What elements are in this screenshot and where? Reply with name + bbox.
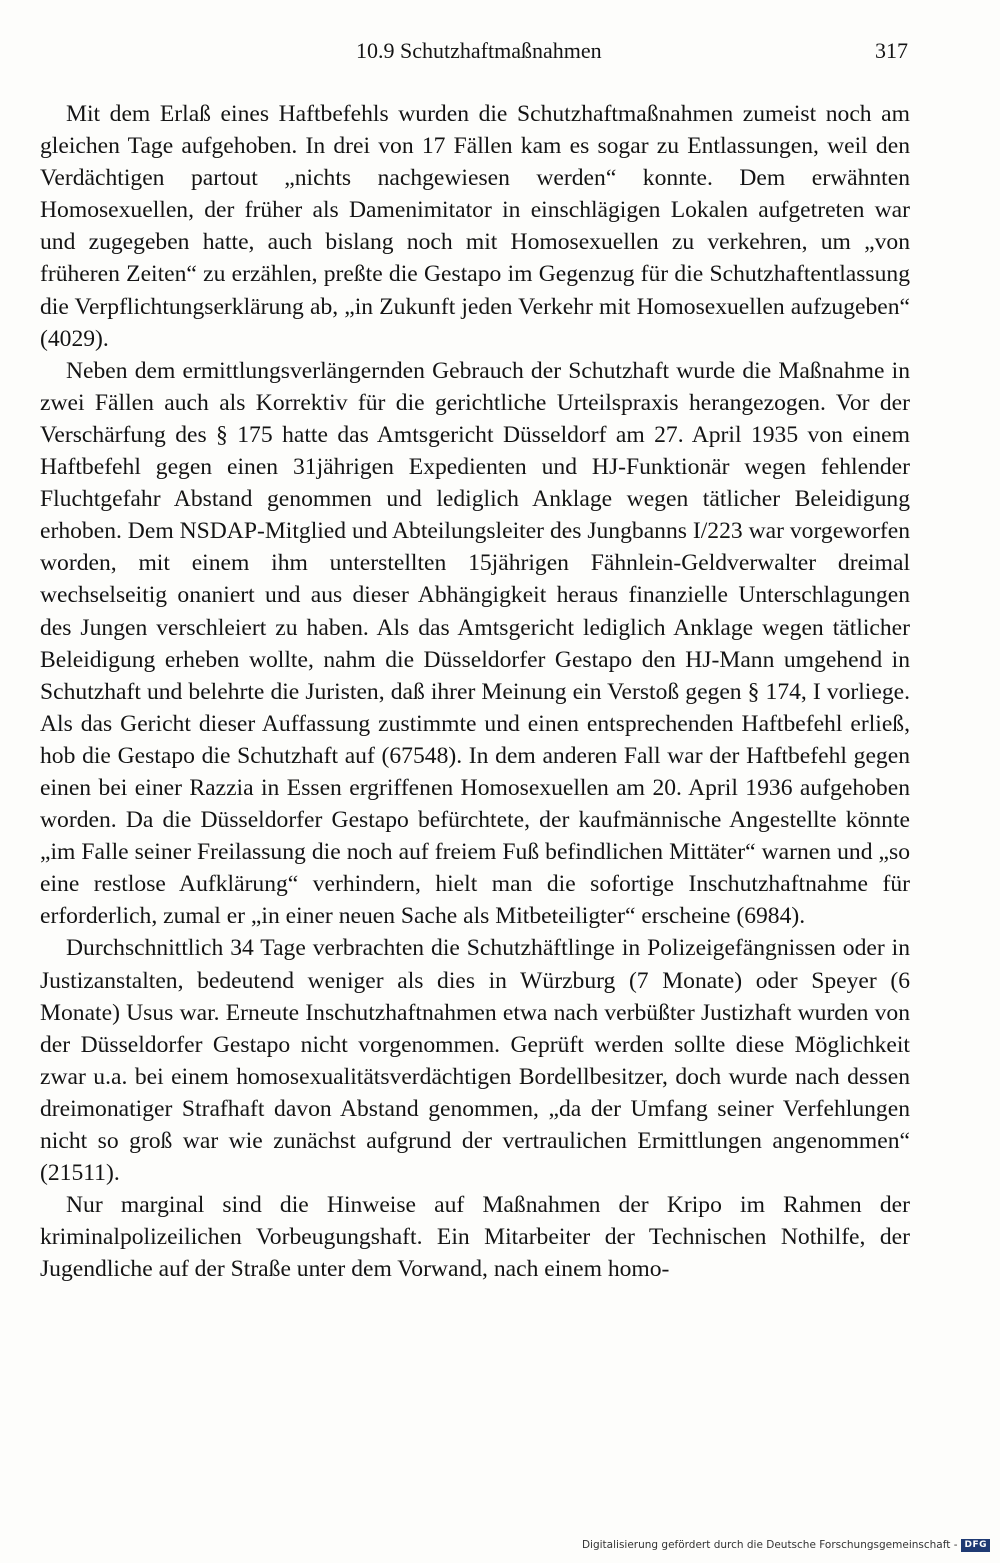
digitization-footer <box>582 1537 990 1553</box>
running-title: 10.9 Schutzhaftmaßnahmen <box>356 38 602 63</box>
page-number: 317 <box>875 38 908 63</box>
paragraph: Neben dem ermittlungsverlängernden Gebrauch der Schutzhaft wurde die Maßnahme in zwei Fällen auch als Korrektiv für die gerichtliche Urteilspraxis herangezogen. Vor der Verschärfung des § 175 hatte das Amtsgericht Düsseldorf am 27. April 1935 von einem Haftbefehl gegen einen 31jährigen Expedienten und HJ-Funktionär wegen fehlender Fluchtgefahr Abstand genommen und lediglich Anklage wegen tätlicher Beleidigung erhoben. Dem NSDAP-Mitglied und Abteilungsleiter des Jungbanns I/223 war vorgeworfen worden, mit einem ihm unterstellten 15jährigen Fähnlein-Geldverwalter dreimal wechselseitig onaniert und aus dieser Abhängigkeit heraus finanzielle Unterschlagungen des Jungen verschleiert zu haben. Als das Amtsgericht lediglich Anklage wegen tätlicher Beleidigung erheben wollte, nahm die Düsseldorfer Gestapo den HJ-Mann umgehend in Schutzhaft und belehrte die Juristen, daß ihrer Meinung ein Verstoß gegen § 174, I vorliege. Als das Gericht dieser Auffassung zustimmte und einen entsprechenden Haftbefehl erließ, hob die Gestapo die Schutzhaft auf (67548). In dem anderen Fall war der Haftbefehl gegen einen bei einer Razzia in Essen ergriffenen Homosexuellen am 20. April 1936 aufgehoben worden. Da die Düsseldorfer Gestapo befürchtete, der kaufmännische Angestellte könnte „im Falle seiner Freilassung die noch auf freiem Fuß befindlichen Mittäter“ warnen und „so eine restlose Aufklärung“ verhindern, hielt man die sofortige Inschutzhaftnahme für erforderlich, zumal er „in einer neuen Sache als Mitbeteiligter“ erscheine (6984). <box>40 357 910 930</box>
paragraph: Mit dem Erlaß eines Haftbefehls wurden die Schutzhaftmaßnahmen zumeist noch am gleichen Tage aufgehoben. In drei von 17 Fällen kam es sogar zu Entlassungen, weil den Verdächtigen partout „nichts nachgewiesen werden“ konnte. Dem erwähnten Homosexuellen, der früher als Damenimitator in einschlägigen Lokalen aufgetreten war und zugegeben hatte, auch bislang noch mit Homosexuellen zu verkehren, um „von früheren Zeiten“ zu erzählen, preßte die Gestapo im Gegenzug für die Schutzhaftentlassung die Verpflichtungserklärung ab, „in Zukunft jeden Verkehr mit Homosexuellen aufzugeben“ (4029). <box>40 101 910 352</box>
paragraph: Durchschnittlich 34 Tage verbrachten die Schutzhäftlinge in Polizeigefängnissen oder in Justizanstalten, bedeutend weniger als dies in Würzburg (7 Monate) oder Speyer (6 Monate) Usus war. Erneute Inschutzhaftnahmen etwa nach verbüßter Justizhaft wurden von der Düsseldorfer Gestapo nicht vorgenommen. Geprüft werden sollte diese Möglichkeit zwar u.a. bei einem homosexualitätsverdächtigen Bordellbesitzer, doch wurde nach dessen dreimonatiger Strafhaft davon Abstand genommen, „da der Umfang seiner Verfehlungen nicht so groß war wie zunächst aufgrund der vertraulichen Ermittlungen angenommen“ (21511). <box>40 935 910 1187</box>
footer-credit: Digitalisierung gefördert durch die Deutsche Forschungsgemeinschaft - <box>581 1539 958 1551</box>
body-text <box>40 98 910 1285</box>
paragraph: Nur marginal sind die Hinweise auf Maßnahmen der Kripo im Rahmen der kriminalpolizeilichen Vorbeugungshaft. Ein Mitarbeiter der Technischen Nothilfe, der Jugendliche auf der Straße unter dem Vorwand, nach einem homo- <box>40 1192 910 1283</box>
dfg-logo-icon: DFG <box>961 1539 990 1552</box>
running-head <box>42 38 908 70</box>
